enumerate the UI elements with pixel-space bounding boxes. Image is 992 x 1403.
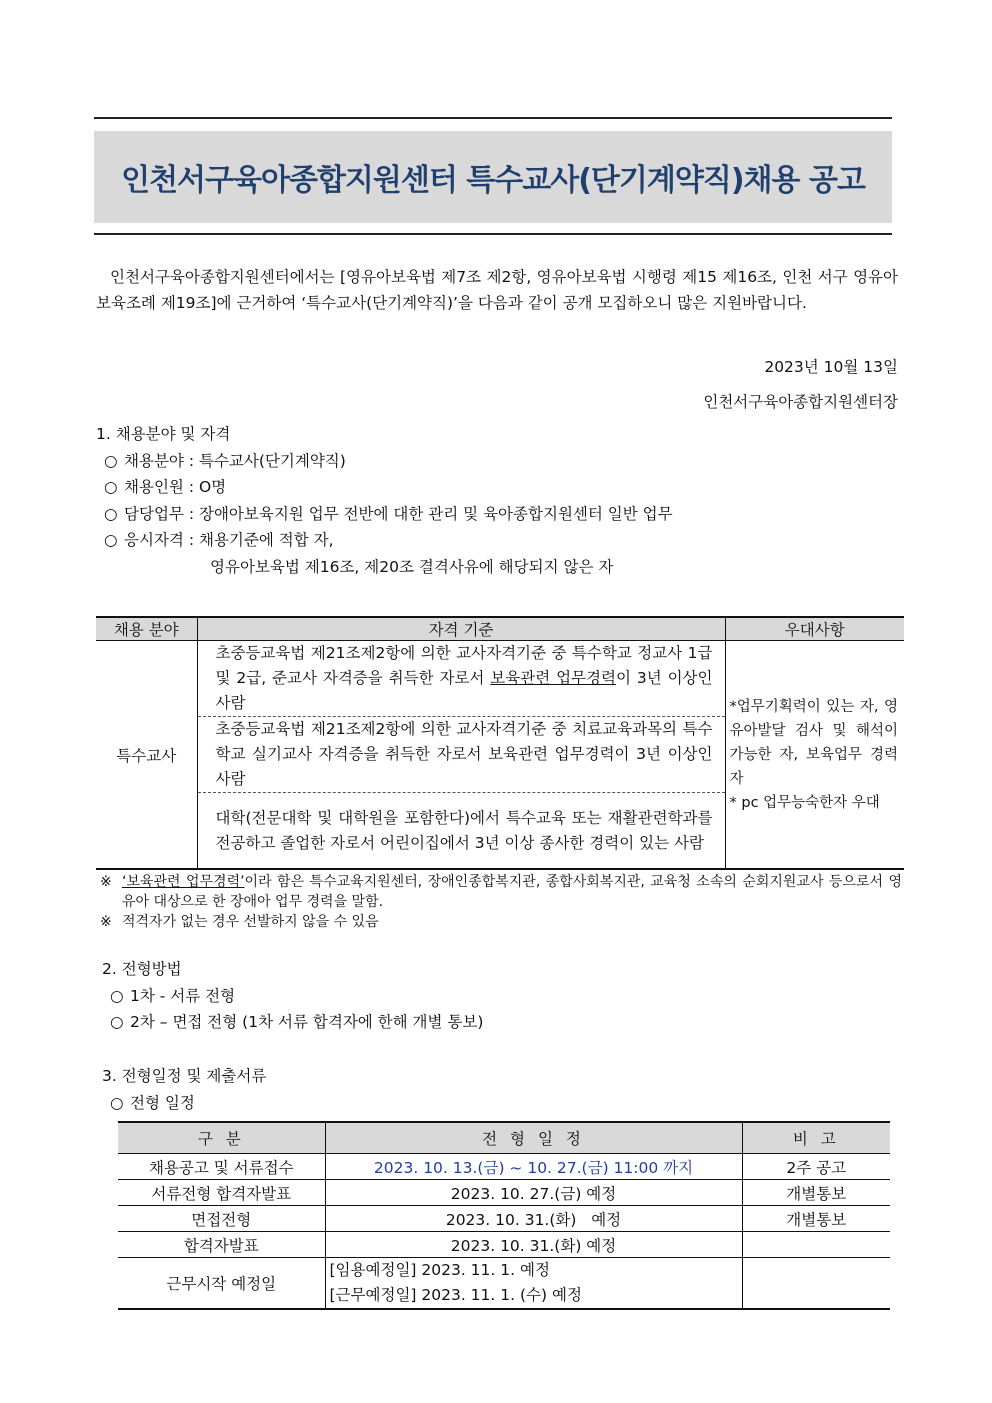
table-header-row: [96, 617, 904, 641]
section-heading: 3. 전형일정 및 제출서류: [102, 1067, 267, 1085]
field-cell: 특수교사: [96, 641, 197, 870]
list-item-text: 채용분야 : 특수교사(단기계약직): [124, 451, 346, 470]
column-header: 채용 분야: [96, 617, 197, 641]
list-item: [96, 448, 673, 475]
table-row: [118, 1154, 890, 1180]
issuer-name: 인천서구육아종합지원센터장: [703, 393, 898, 411]
table-header-row: [118, 1122, 890, 1154]
table-row: [118, 1180, 890, 1206]
note-mark: ※: [100, 914, 112, 930]
criteria-cell: 대학(전문대학 및 대학원을 포함한다)에서 특수교육 또는 재활관련학과를 전공하고 졸업한 자로서 어린이집에서 3년 이상 종사한 경력이 있는 사람: [197, 793, 725, 870]
table-cell: 2023. 10. 31.(화) 예정: [325, 1232, 742, 1258]
list-item: [102, 1009, 483, 1036]
bullet: ○: [104, 504, 118, 523]
table-row: [96, 641, 904, 717]
table-cell: [742, 1258, 890, 1310]
title-banner: [94, 131, 892, 223]
intro-paragraph: [96, 264, 898, 316]
table-row: [118, 1258, 890, 1310]
criteria-underlined: 보육관련 업무경력: [490, 669, 616, 687]
list-item-continuation: 영유아보육법 제16조, 제20조 결격사유에 해당되지 않은 자: [210, 557, 614, 576]
table-cell: 채용공고 및 서류접수: [118, 1154, 325, 1180]
note-quote: ‘보육관련 업무경력’: [122, 874, 245, 890]
bullet: ○: [104, 478, 118, 496]
list-item-text: 담당업무 : 장애아보육지원 업무 전반에 대한 관리 및 육아종합지원센터 일반 업무: [124, 504, 673, 523]
list-item-text: 전형 일정: [130, 1093, 195, 1112]
note-mark: ※: [100, 874, 112, 890]
criteria-cell: 초중등교육법 제21조제2항에 의한 교사자격기준 중 치료교육과목의 특수학교 실기교사 자격증을 취득한 자로서 보육관련 업무경력이 3년 이상인 사람: [197, 717, 725, 793]
table-row: [118, 1206, 890, 1232]
preference-cell: [725, 641, 904, 870]
criteria-text: 초중등교육법 제21조제2항에 의한 교사자격기준 중 특수학교 정교사 1급 및 2급, 준교사 자격증을 취득한 자로서: [215, 644, 713, 687]
table-cell: 2023. 10. 31.(화) 예정: [325, 1206, 742, 1232]
page-title: 인천서구육아종합지원센터 특수교사(단기계약직)채용 공고: [121, 163, 865, 198]
bullet: ○: [110, 1013, 124, 1031]
note-item: [100, 912, 902, 932]
divider: [94, 233, 892, 235]
list-item-text: 채용인원 : O명: [124, 478, 227, 496]
table-cell: 서류전형 합격자발표: [118, 1180, 325, 1206]
table-row: [118, 1232, 890, 1258]
preference-text: *업무기획력이 있는 자, 영유아발달 검사 및 해석이 가능한 자, 보육업무 경력자: [729, 698, 898, 787]
list-item-text: 응시자격 : 채용기준에 적합 자,: [124, 531, 334, 549]
preference-text: * pc 업무능숙한자 우대: [729, 794, 880, 811]
table-cell: [325, 1258, 742, 1310]
table-cell: 면접전형: [118, 1206, 325, 1232]
criteria-text: 이 3년 이상인 사람: [215, 669, 713, 712]
notes: [100, 872, 902, 932]
table-cell: 2주 공고: [742, 1154, 890, 1180]
title-block: [94, 117, 892, 235]
table-cell: 2023. 10. 27.(금) 예정: [325, 1180, 742, 1206]
table-cell: 2023. 10. 13.(금) ~ 10. 27.(금) 11:00 까지: [325, 1154, 742, 1180]
section-heading: 2. 전형방법: [102, 960, 182, 978]
list-item: [96, 474, 673, 501]
schedule-line: [임용예정일] 2023. 11. 1. 예정: [329, 1261, 550, 1279]
list-item-text: 2차 – 면접 전형 (1차 서류 합격자에 한해 개별 통보): [130, 1013, 484, 1031]
note-item: [100, 872, 902, 912]
list-item: [102, 1090, 266, 1117]
list-item: [102, 983, 483, 1010]
note-rest: 이라 함은 특수교육지원센터, 장애인종합복지관, 종합사회복지관, 교육청 소속의 순회지원교사 등으로서 영유아 대상으로 한 장애아 업무 경력을 말함.: [122, 874, 902, 910]
column-header: 우대사항: [725, 617, 904, 641]
section-heading: 1. 채용분야 및 자격: [96, 425, 231, 443]
table-cell: 근무시작 예정일: [118, 1258, 325, 1310]
bullet: ○: [110, 986, 124, 1005]
section-2: [102, 956, 483, 1036]
table-cell: 합격자발표: [118, 1232, 325, 1258]
list-item-text: 1차 - 서류 전형: [130, 986, 236, 1005]
section-1: [96, 421, 673, 580]
schedule-line: [근무예정일] 2023. 11. 1. (수) 예정: [329, 1286, 582, 1304]
schedule-table: [118, 1121, 890, 1310]
announcement-date: 2023년 10월 13일: [764, 358, 898, 376]
table-cell: 개별통보: [742, 1180, 890, 1206]
table-cell: 개별통보: [742, 1206, 890, 1232]
criteria-cell: [197, 641, 725, 717]
list-item: [96, 501, 673, 528]
section-3: [102, 1063, 266, 1116]
column-header: 전 형 일 정: [325, 1122, 742, 1154]
note-text: 적격자가 없는 경우 선발하지 않을 수 있음: [122, 914, 379, 930]
qualification-table: [96, 616, 904, 870]
column-header: 비 고: [742, 1122, 890, 1154]
note-text: [122, 872, 902, 912]
bullet: ○: [110, 1093, 124, 1112]
divider: [94, 117, 892, 119]
bullet: ○: [104, 451, 118, 470]
table-cell: [742, 1232, 890, 1258]
column-header: 자격 기준: [197, 617, 725, 641]
list-item: [96, 527, 673, 554]
bullet: ○: [104, 531, 118, 549]
column-header: 구 분: [118, 1122, 325, 1154]
intro-text: 인천서구육아종합지원센터에서는 [영유아보육법 제7조 제2항, 영유아보육법 시행령 제15 제16조, 인천 서구 영유아 보육조례 제19조]에 근거하여 ‘특수교사(단기계약직)’을 다음과 같이 공개 모집하오니 많은 지원바랍니다.: [96, 268, 898, 312]
